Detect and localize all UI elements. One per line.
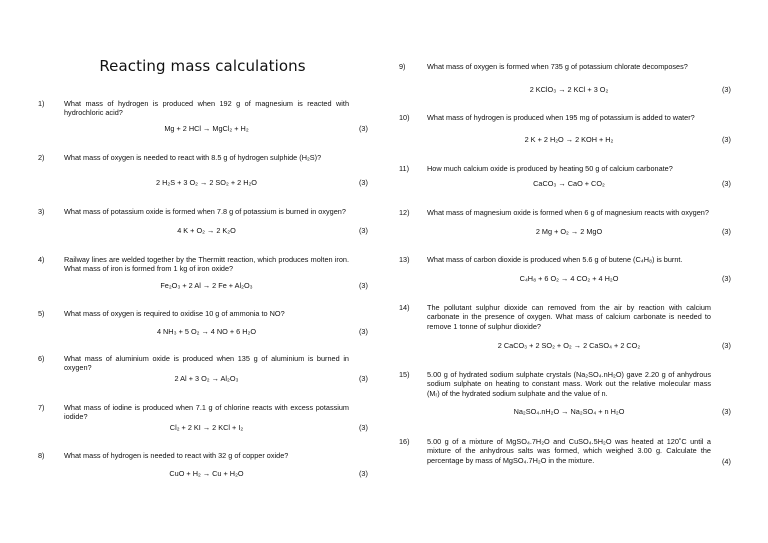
equation: 4 NH₃ + 5 O₂ → 4 NO + 6 H₂O bbox=[156, 327, 257, 336]
question-text: 5.00 g of hydrated sodium sulphate crystals (Na₂SO₄.nH₂O) gave 2.20 g of anhydrous sodium sulphate on heating to constant mass. Work out the relative molecular mass (Mᵣ) of the hydrated sodium sulphate and the value of n. bbox=[427, 370, 711, 398]
equation: Fe₂O₃ + 2 Al → 2 Fe + Al₂O₃ bbox=[160, 281, 253, 290]
equation: 2 Mg + O₂ → 2 MgO bbox=[535, 227, 603, 236]
question-text: How much calcium oxide is produced by heating 50 g of calcium carbonate? bbox=[427, 164, 673, 173]
equation: 2 Al + 3 O₂ → Al₂O₃ bbox=[174, 374, 239, 383]
question-text: Railway lines are welded together by the Thermitt reaction, which produces molten iron. What mass of iron is formed from 1 kg of iron oxide? bbox=[64, 255, 349, 274]
question-number: 9) bbox=[399, 62, 406, 71]
question-number: 7) bbox=[38, 403, 45, 412]
question-text: What mass of hydrogen is produced when 195 mg of potassium is added to water? bbox=[427, 113, 695, 122]
question-number: 4) bbox=[38, 255, 45, 264]
marks: (3) bbox=[359, 226, 368, 235]
question-number: 8) bbox=[38, 451, 45, 460]
marks: (3) bbox=[359, 281, 368, 290]
question-text: What mass of oxygen is required to oxidise 10 g of ammonia to NO? bbox=[64, 309, 285, 318]
marks: (3) bbox=[359, 469, 368, 478]
question-text: What mass of hydrogen is produced when 192 g of magnesium is reacted with hydrochloric acid? bbox=[64, 99, 349, 118]
marks: (3) bbox=[722, 135, 731, 144]
question-number: 14) bbox=[399, 303, 410, 312]
question-number: 12) bbox=[399, 208, 410, 217]
marks: (3) bbox=[722, 274, 731, 283]
marks: (3) bbox=[359, 423, 368, 432]
question-number: 13) bbox=[399, 255, 410, 264]
question-number: 11) bbox=[399, 164, 410, 173]
question-number: 3) bbox=[38, 207, 45, 216]
page-title: Reacting mass calculations bbox=[99, 57, 306, 75]
question-number: 16) bbox=[399, 437, 410, 446]
equation: 2 K + 2 H₂O → 2 KOH + H₂ bbox=[524, 135, 614, 144]
question-text: What mass of oxygen is needed to react with 8.5 g of hydrogen sulphide (H₂S)? bbox=[64, 153, 322, 162]
question-number: 10) bbox=[399, 113, 410, 122]
marks: (3) bbox=[359, 327, 368, 336]
question-text: What mass of potassium oxide is formed when 7.8 g of potassium is burned in oxygen? bbox=[64, 207, 346, 216]
equation: Cl₂ + 2 KI → 2 KCl + I₂ bbox=[169, 423, 244, 432]
equation: CaCO₃ → CaO + CO₂ bbox=[533, 179, 605, 188]
question-text: 5.00 g of a mixture of MgSO₄.7H₂O and CuSO₄.5H₂O was heated at 120˚C until a mixture of the anhydrous salts was formed, which weighed 3.00 g. Calculate the percentage by mass of MgSO₄.7H₂O in the mixture. bbox=[427, 437, 711, 465]
question-text: What mass of iodine is produced when 7.1 g of chlorine reacts with excess potassium iodide? bbox=[64, 403, 349, 422]
equation: 2 KClO₃ → 2 KCl + 3 O₂ bbox=[529, 85, 609, 94]
equation: C₄H₈ + 6 O₂ → 4 CO₂ + 4 H₂O bbox=[519, 274, 619, 283]
question-number: 15) bbox=[399, 370, 410, 379]
marks: (4) bbox=[722, 457, 731, 466]
question-text: The pollutant sulphur dioxide can removed from the air by reaction with calcium carbonate in the presence of oxygen. What mass of calcium carbonate is needed to remove 1 tonne of sulphur dioxide? bbox=[427, 303, 711, 331]
question-text: What mass of magnesium oxide is formed when 6 g of magnesium reacts with oxygen? bbox=[427, 208, 709, 217]
marks: (3) bbox=[722, 341, 731, 350]
equation: Na₂SO₄.nH₂O → Na₂SO₄ + n H₂O bbox=[513, 407, 625, 416]
marks: (3) bbox=[359, 124, 368, 133]
question-number: 6) bbox=[38, 354, 45, 363]
equation: Mg + 2 HCl → MgCl₂ + H₂ bbox=[164, 124, 249, 133]
marks: (3) bbox=[722, 227, 731, 236]
question-number: 1) bbox=[38, 99, 45, 108]
marks: (3) bbox=[722, 407, 731, 416]
equation: 2 CaCO₃ + 2 SO₂ + O₂ → 2 CaSO₄ + 2 CO₂ bbox=[497, 341, 641, 350]
marks: (3) bbox=[359, 374, 368, 383]
marks: (3) bbox=[722, 85, 731, 94]
equation: 2 H₂S + 3 O₂ → 2 SO₂ + 2 H₂O bbox=[156, 178, 257, 187]
question-number: 5) bbox=[38, 309, 45, 318]
marks: (3) bbox=[722, 179, 731, 188]
question-number: 2) bbox=[38, 153, 45, 162]
question-text: What mass of carbon dioxide is produced when 5.6 g of butene (C₄H₈) is burnt. bbox=[427, 255, 683, 264]
question-text: What mass of hydrogen is needed to react with 32 g of copper oxide? bbox=[64, 451, 289, 460]
question-text: What mass of aluminium oxide is produced when 135 g of aluminium is burned in oxygen? bbox=[64, 354, 349, 373]
equation: CuO + H₂ → Cu + H₂O bbox=[169, 469, 244, 478]
question-text: What mass of oxygen is formed when 735 g of potassium chlorate decomposes? bbox=[427, 62, 688, 71]
marks: (3) bbox=[359, 178, 368, 187]
equation: 4 K + O₂ → 2 K₂O bbox=[177, 226, 236, 235]
